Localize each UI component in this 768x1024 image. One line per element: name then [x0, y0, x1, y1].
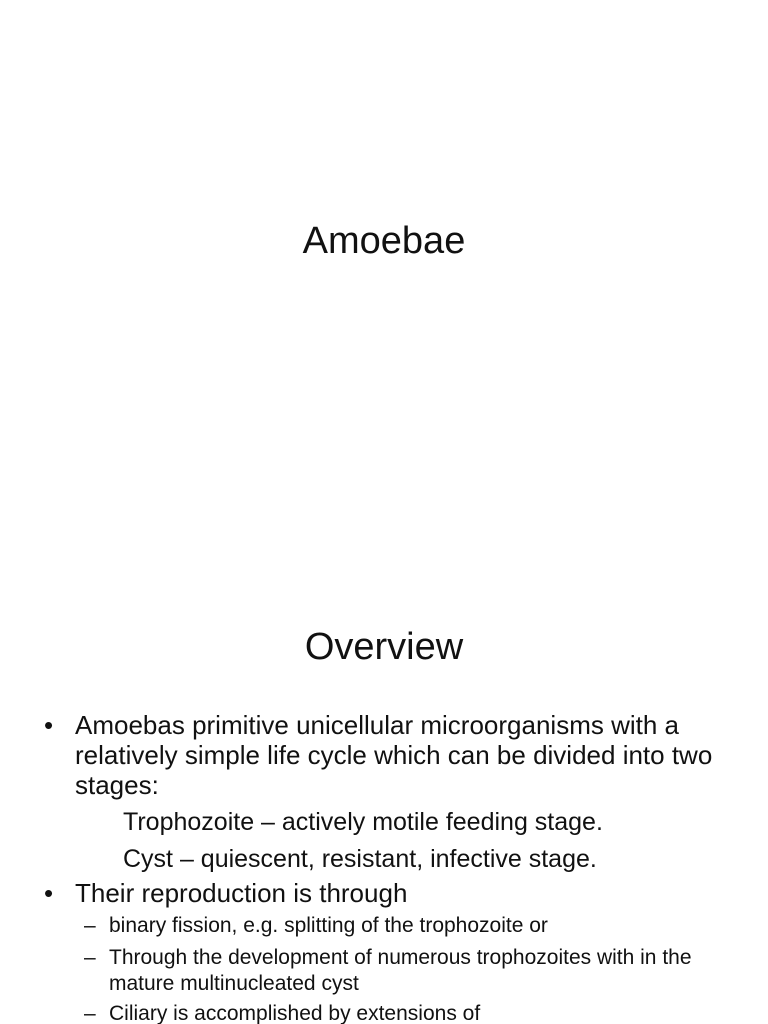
sub-bullet-item: [44, 913, 748, 939]
indented-line: Trophozoite – actively motile feeding stage.: [123, 808, 603, 836]
overview-content: [44, 710, 748, 1024]
overview-heading: Overview: [304, 626, 464, 668]
sub-bullet-text: Ciliary is accomplished by extensions of: [109, 1002, 481, 1024]
sub-bullet-item: [44, 1001, 748, 1024]
dash-icon: –: [84, 914, 96, 937]
slide-title-heading: Amoebae: [302, 220, 466, 262]
dash-icon: –: [84, 946, 96, 969]
bullet-item: [44, 710, 748, 800]
bullet-item: [44, 878, 748, 908]
sub-bullet-text: Through the development of numerous trophozoites with in the mature multinucleated cyst: [109, 946, 692, 995]
bullet-text: Their reproduction is through: [75, 878, 408, 908]
bullet-icon: •: [44, 710, 54, 740]
dash-icon: –: [84, 1002, 96, 1024]
indented-line: Cyst – quiescent, resistant, infective stage.: [123, 845, 597, 873]
sub-bullet-item: [44, 945, 748, 997]
bullet-icon: •: [44, 878, 54, 908]
slide-overview: [0, 584, 768, 1024]
sub-bullet-text: binary fission, e.g. splitting of the trophozoite or: [109, 914, 548, 937]
bullet-text: Amoebas primitive unicellular microorganisms with a relatively simple life cycle which can be divided into two stages:: [75, 710, 713, 800]
